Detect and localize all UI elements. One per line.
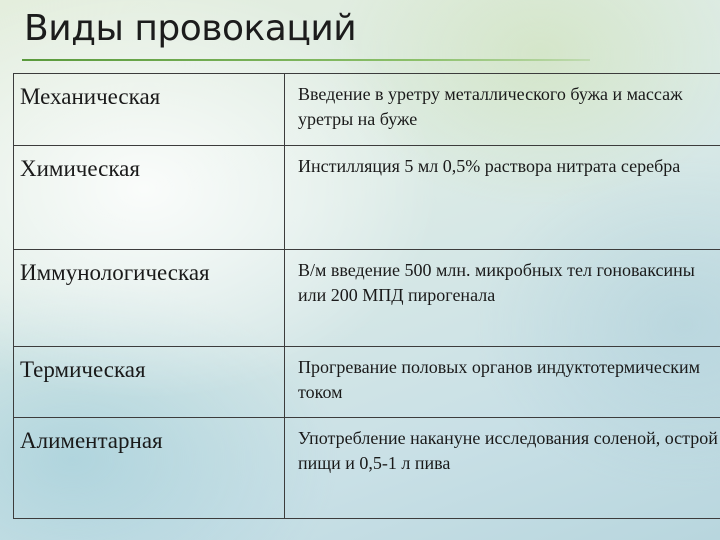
provocation-description-cell: Введение в уретру металлического бужа и массаж уретры на буже [285, 74, 720, 146]
provocation-description-cell: В/м введение 500 млн. микробных тел гоноваксины или 200 МПД пирогенала [285, 250, 720, 347]
table-row [14, 418, 720, 519]
provocation-description-cell: Инстилляция 5 мл 0,5% раствора нитрата серебра [285, 146, 720, 250]
provocation-type-cell: Термическая [14, 347, 285, 418]
slide-title: Виды провокаций [24, 8, 357, 49]
provocation-types-table [13, 73, 720, 519]
provocation-description-cell: Прогревание половых органов индуктотермическим током [285, 347, 720, 418]
title-underline [22, 59, 590, 61]
table-row [14, 74, 720, 146]
provocation-type-cell: Механическая [14, 74, 285, 146]
table-row [14, 146, 720, 250]
table-row [14, 250, 720, 347]
table-row [14, 347, 720, 418]
provocation-type-cell: Иммунологическая [14, 250, 285, 347]
provocation-type-cell: Алиментарная [14, 418, 285, 519]
provocation-description-cell: Употребление накануне исследования соленой, острой пищи и 0,5-1 л пива [285, 418, 720, 519]
provocation-type-cell: Химическая [14, 146, 285, 250]
